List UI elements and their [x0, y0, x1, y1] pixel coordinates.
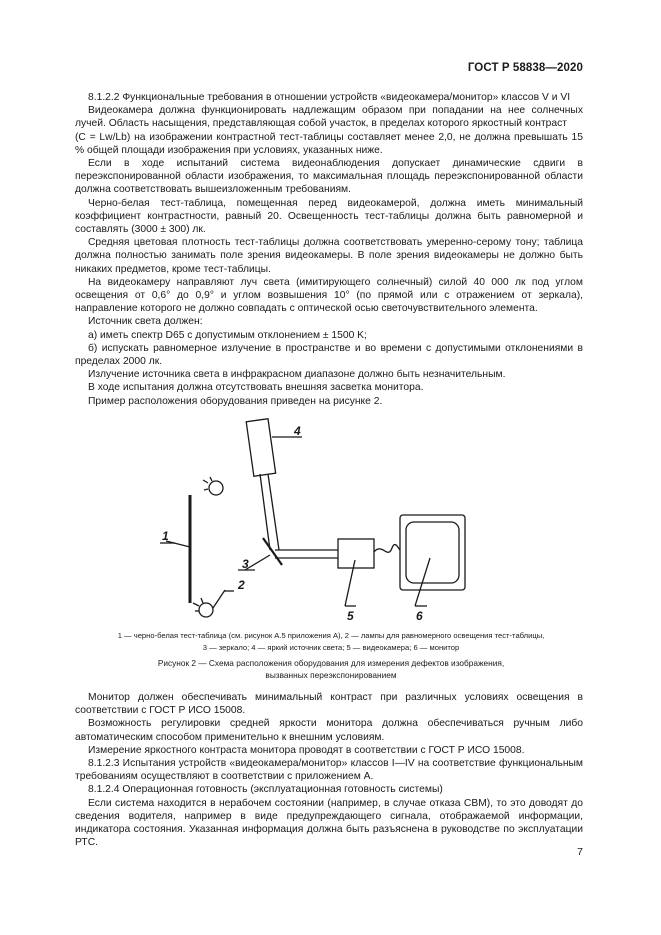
paragraph: 8.1.2.3 Испытания устройств «видеокамера/монитор» классов I—IV на соответствие функциональным требованиям осуществляют в соответствии с приложением А.: [75, 758, 583, 783]
mirror: [263, 538, 282, 565]
paragraph: а) иметь спектр D65 с допустимым отклонением ± 1500 K;: [88, 329, 367, 341]
label-1: 1: [162, 529, 169, 543]
document-header: ГОСТ Р 58838—2020: [467, 62, 583, 74]
lamp-bottom: [199, 603, 213, 617]
body-text-top: [75, 91, 583, 408]
label-5: 5: [347, 609, 354, 623]
label-3: 3: [242, 557, 249, 571]
paragraph: Средняя цветовая плотность тест-таблицы должна соответствовать умеренно-серому тону; таблица должна полностью занимать поле зрения видеокамеры. В поле зрения видеокамеры не должно быть никаких предметов, кроме тест-таблицы.: [75, 237, 583, 275]
figure-caption: [58, 658, 604, 681]
paragraph: Если в ходе испытаний система видеонаблюдения допускает динамические сдвиги в переэкспонированной области изображения, то максимальная площадь переэкспонированной области должна соответствовать вышеизложенным требованиям.: [75, 158, 583, 196]
caption-line: Рисунок 2 — Схема расположения оборудования для измерения дефектов изображения,: [157, 658, 505, 668]
light-source: [246, 419, 275, 477]
legend-line: 3 — зеркало; 4 — яркий источник света; 5 — видеокамера; 6 — монитор: [202, 642, 460, 652]
paragraph: 8.1.2.2 Функциональные требования в отношении устройств «видеокамера/монитор» классов V и VI: [88, 92, 571, 103]
legend-line: 1 — черно-белая тест-таблица (см. рисунок А.5 приложения А), 2 — лампы для равномерного освещения тест-таблицы,: [117, 631, 545, 640]
caption-line: вызванных переэкспонированием: [265, 669, 397, 680]
paragraph: Возможность регулировки средней яркости монитора должна обеспечиваться ручным либо автоматическим способом применительно к внешним условиям.: [75, 718, 583, 743]
paragraph: Видеокамера должна функционировать надлежащим образом при попадании на нее солнечных лучей. Область насыщения, представляющая собой участок, в пределах которого яркостный контраст: [75, 105, 583, 130]
paragraph: Измерение яркостного контраста монитора проводят в соответствии с ГОСТ Р ИСО 15008.: [88, 744, 525, 756]
paragraph: Если система находится в нерабочем состоянии (например, в случае отказа СВМ), то это доводят до сведения водителя, например в виде предупреждающего сигнала, отображаемой информации, индикатора состояния. Указанная информация должна быть разъяснена в руководстве по эксплуатации РТС.: [75, 797, 583, 849]
paragraph: Монитор должен обеспечивать минимальный контраст при различных условиях освещения в соответствии с ГОСТ Р ИСО 15008.: [75, 692, 583, 717]
paragraph: На видеокамеру направляют луч света (имитирующего солнечный) силой 40 000 лк под углом освещения от 0,6° до 0,9° и углом возвышения 10° (по прямой или с отражением от зеркала), направление которого не должно совпадать с оптической осью светочувствительного элемента.: [75, 276, 583, 315]
paragraph: (C = Lw/Lb) на изображении контрастной тест-таблицы составляет менее 2,0, не должна превышать 15 % общей площади изображения при условиях, указанных ниже.: [75, 131, 583, 156]
paragraph: Черно-белая тест-таблица, помещенная перед видеокамерой, должна иметь минимальный коэффициент контрастности, равный 20. Освещенность тест-таблицы должна быть равномерной и составлять (3000 ± 300) лк.: [75, 197, 583, 236]
monitor: [400, 515, 465, 590]
label-4: 4: [294, 424, 301, 438]
label-2: 2: [238, 578, 245, 592]
paragraph: Источник света должен:: [88, 316, 203, 328]
lamp-top: [209, 481, 223, 495]
paragraph: Пример расположения оборудования приведен на рисунке 2.: [88, 395, 383, 407]
body-text-bottom: [75, 691, 583, 849]
paragraph: 8.1.2.4 Операционная готовность (эксплуатационная готовность системы): [88, 784, 443, 796]
equipment-diagram: [130, 410, 490, 630]
paragraph: В ходе испытания должна отсутствовать внешняя засветка монитора.: [88, 382, 424, 394]
video-camera: [338, 539, 374, 568]
page-number: 7: [577, 846, 583, 858]
paragraph: Излучение источника света в инфракрасном диапазоне должно быть незначительным.: [88, 369, 506, 381]
figure-legend: [58, 630, 604, 653]
paragraph: б) испускать равномерное излучение в пространстве и во времени с допустимыми отклонениями в пределах 2000 лк.: [75, 342, 583, 368]
label-6: 6: [416, 609, 423, 623]
